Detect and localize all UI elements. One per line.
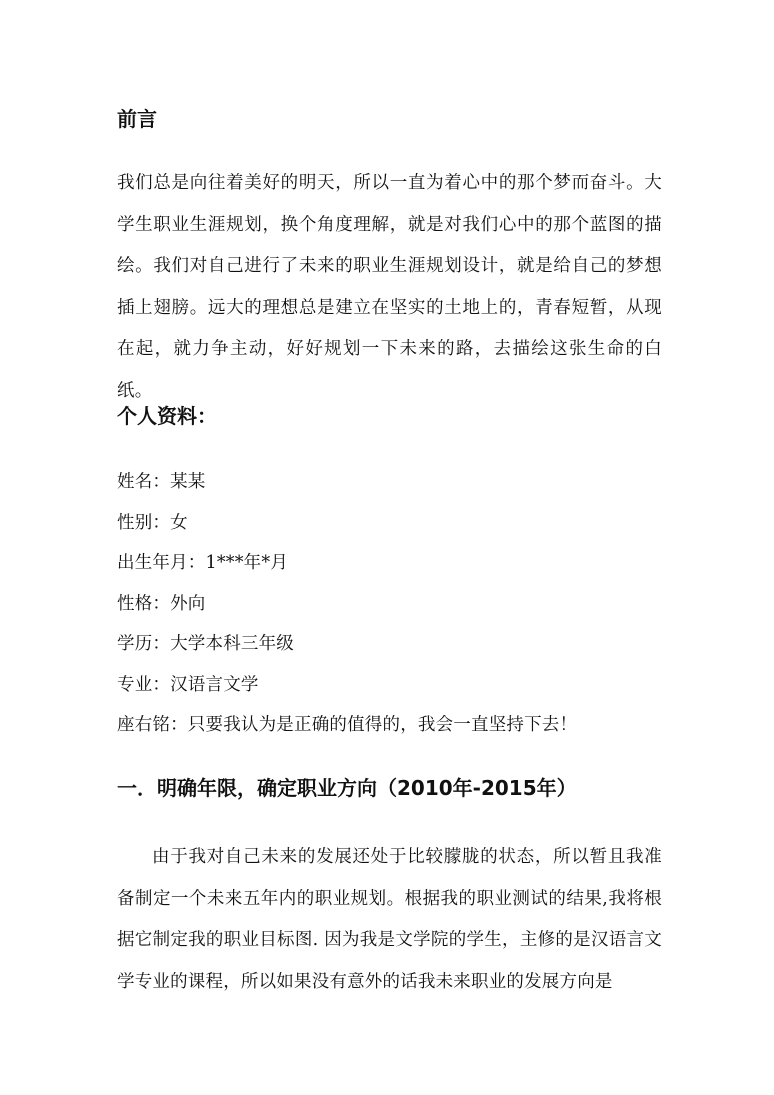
profile-birth-date: 出生年月：1***年*月 <box>117 553 289 573</box>
preface-paragraph: 我们总是向往着美好的明天，所以一直为着心中的那个梦而奋斗。大学生职业生涯规划，换个角度理解，就是对我们心中的那个蓝图的描绘。我们对自己进行了未来的职业生涯规划设计，就是给自己的梦想插上翅膀。远大的理想总是建立在坚实的土地上的，青春短暂，从现在起，就力争主动，好好规划一下未来的路，去描绘这张生命的白纸。 <box>117 173 662 401</box>
preface-heading: 前言 <box>117 107 157 131</box>
profile-gender: 性别：女 <box>117 512 188 533</box>
profile-name: 姓名：某某 <box>117 472 206 492</box>
section-1-heading: 一．明确年限，确定职业方向（2010年-2015年） <box>117 776 577 800</box>
section-1-paragraph: 由于我对自己未来的发展还处于比较朦胧的状态，所以暂且我准备制定一个未来五年内的职业规划。根据我的职业测试的结果,我将根据它制定我的职业目标图. 因为我是文学院的学生，主修的是汉语言文学专业的课程，所以如果没有意外的话我未来职业的发展方向是 <box>117 847 662 992</box>
profile-personality: 性格：外向 <box>117 593 206 614</box>
profile-major: 专业：汉语言文学 <box>117 674 259 695</box>
profile-motto: 座右铭：只要我认为是正确的值得的，我会一直坚持下去！ <box>117 715 578 735</box>
profile-list <box>117 462 577 746</box>
profile-heading: 个人资料： <box>117 404 217 428</box>
profile-education: 学历：大学本科三年级 <box>117 634 294 654</box>
